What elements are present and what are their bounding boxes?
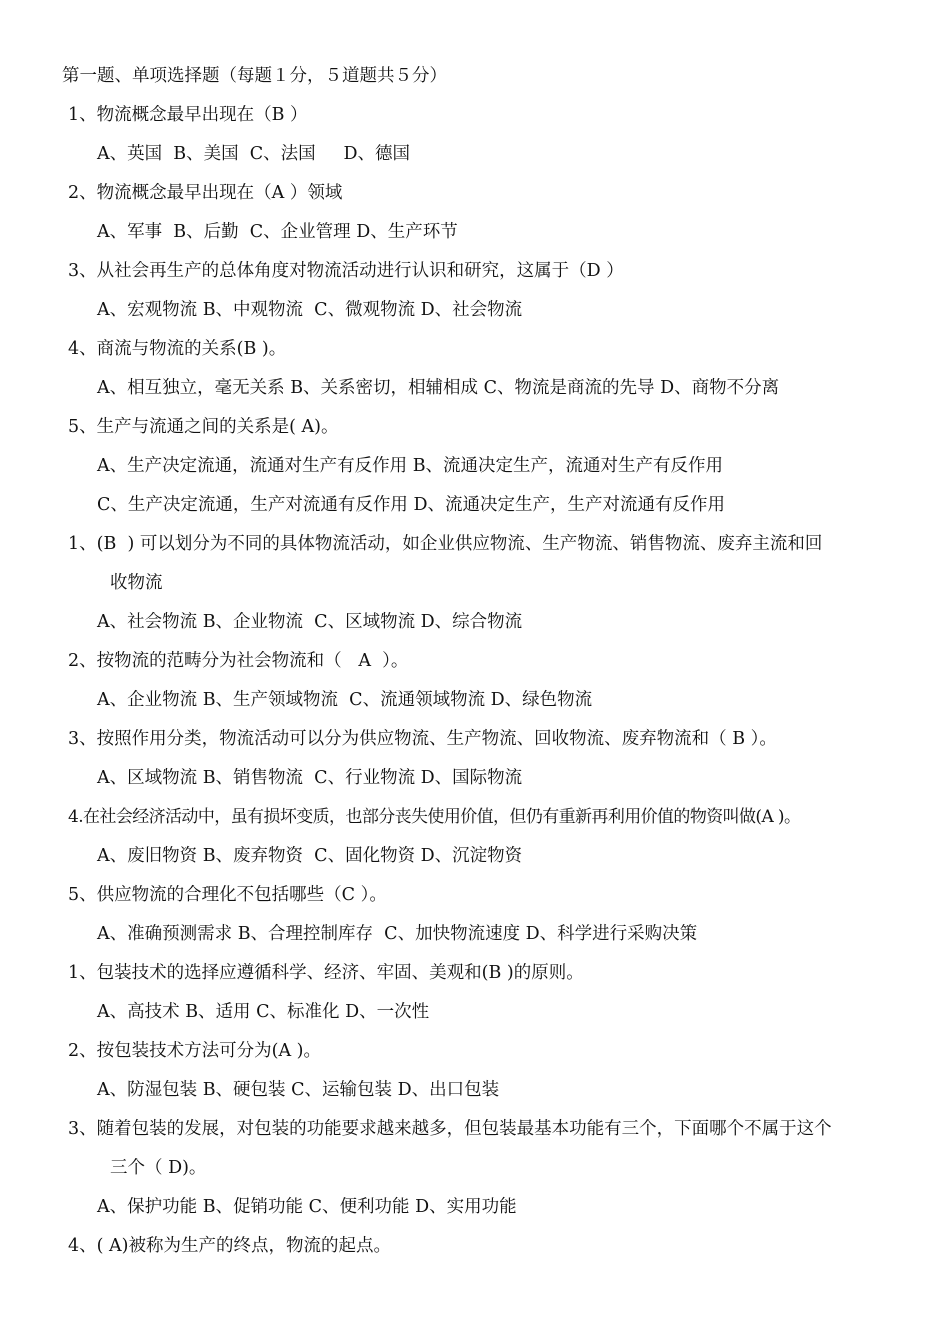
- answer-options: A、宏观物流 B、中观物流 C、微观物流 D、社会物流: [97, 300, 523, 320]
- question-text-continued: 收物流: [110, 573, 163, 593]
- answer-options: A、社会物流 B、企业物流 C、区域物流 D、综合物流: [97, 612, 523, 632]
- answer-options: A、准确预测需求 B、合理控制库存 C、加快物流速度 D、科学进行采购决策: [97, 924, 698, 944]
- answer-options: A、高技术 B、适用 C、标准化 D、一次性: [97, 1002, 430, 1022]
- answer-options: A、区域物流 B、销售物流 C、行业物流 D、国际物流: [97, 768, 523, 788]
- question-text: 4.在社会经济活动中，虽有损坏变质，也部分丧失使用价值，但仍有重新再利用价值的物资叫做(A )。: [68, 807, 801, 827]
- answer-options: C、生产决定流通，生产对流通有反作用 D、流通决定生产，生产对流通有反作用: [97, 495, 725, 515]
- question-text: 3、从社会再生产的总体角度对物流活动进行认识和研究，这属于（D ）: [68, 261, 624, 281]
- answer-options: A、军事 B、后勤 C、企业管理 D、生产环节: [97, 222, 458, 242]
- question-text: 2、物流概念最早出现在（A ）领域: [68, 183, 343, 203]
- answer-options: A、废旧物资 B、废弃物资 C、固化物资 D、沉淀物资: [97, 846, 523, 866]
- question-text: 1、(B ) 可以划分为不同的具体物流活动，如企业供应物流、生产物流、销售物流、废弃主流和回: [68, 534, 823, 554]
- question-text: 2、按物流的范畴分为社会物流和（ A ）。: [68, 651, 409, 671]
- section-title: 第一题、单项选择题（每题１分，５道题共５分）: [62, 66, 447, 86]
- question-text: 5、生产与流通之间的关系是( A)。: [68, 417, 339, 437]
- question-text-continued: 三个（ D)。: [110, 1158, 207, 1178]
- question-text: 4、( A)被称为生产的终点，物流的起点。: [68, 1236, 391, 1256]
- answer-options: A、企业物流 B、生产领域物流 C、流通领域物流 D、绿色物流: [97, 690, 593, 710]
- answer-options: A、保护功能 B、促销功能 C、便利功能 D、实用功能: [97, 1197, 517, 1217]
- question-text: 1、包装技术的选择应遵循科学、经济、牢固、美观和(B )的原则。: [68, 963, 584, 983]
- question-text: 4、商流与物流的关系(B )。: [68, 339, 287, 359]
- question-text: 1、物流概念最早出现在（B ）: [68, 105, 308, 125]
- answer-options: A、生产决定流通，流通对生产有反作用 B、流通决定生产，流通对生产有反作用: [97, 456, 724, 476]
- question-text: 3、按照作用分类，物流活动可以分为供应物流、生产物流、回收物流、废弃物流和（ B ）。: [68, 729, 777, 749]
- question-text: 3、随着包装的发展，对包装的功能要求越来越多，但包装最基本功能有三个，下面哪个不属于这个: [68, 1119, 832, 1139]
- question-text: 2、按包装技术方法可分为(A )。: [68, 1041, 321, 1061]
- question-text: 5、供应物流的合理化不包括哪些（C ）。: [68, 885, 387, 905]
- answer-options: A、英国 B、美国 C、法国 D、德国: [97, 144, 410, 164]
- answer-options: A、相互独立，毫无关系 B、关系密切，相辅相成 C、物流是商流的先导 D、商物不分离: [97, 378, 780, 398]
- answer-options: A、防湿包装 B、硬包装 C、运输包装 D、出口包装: [97, 1080, 500, 1100]
